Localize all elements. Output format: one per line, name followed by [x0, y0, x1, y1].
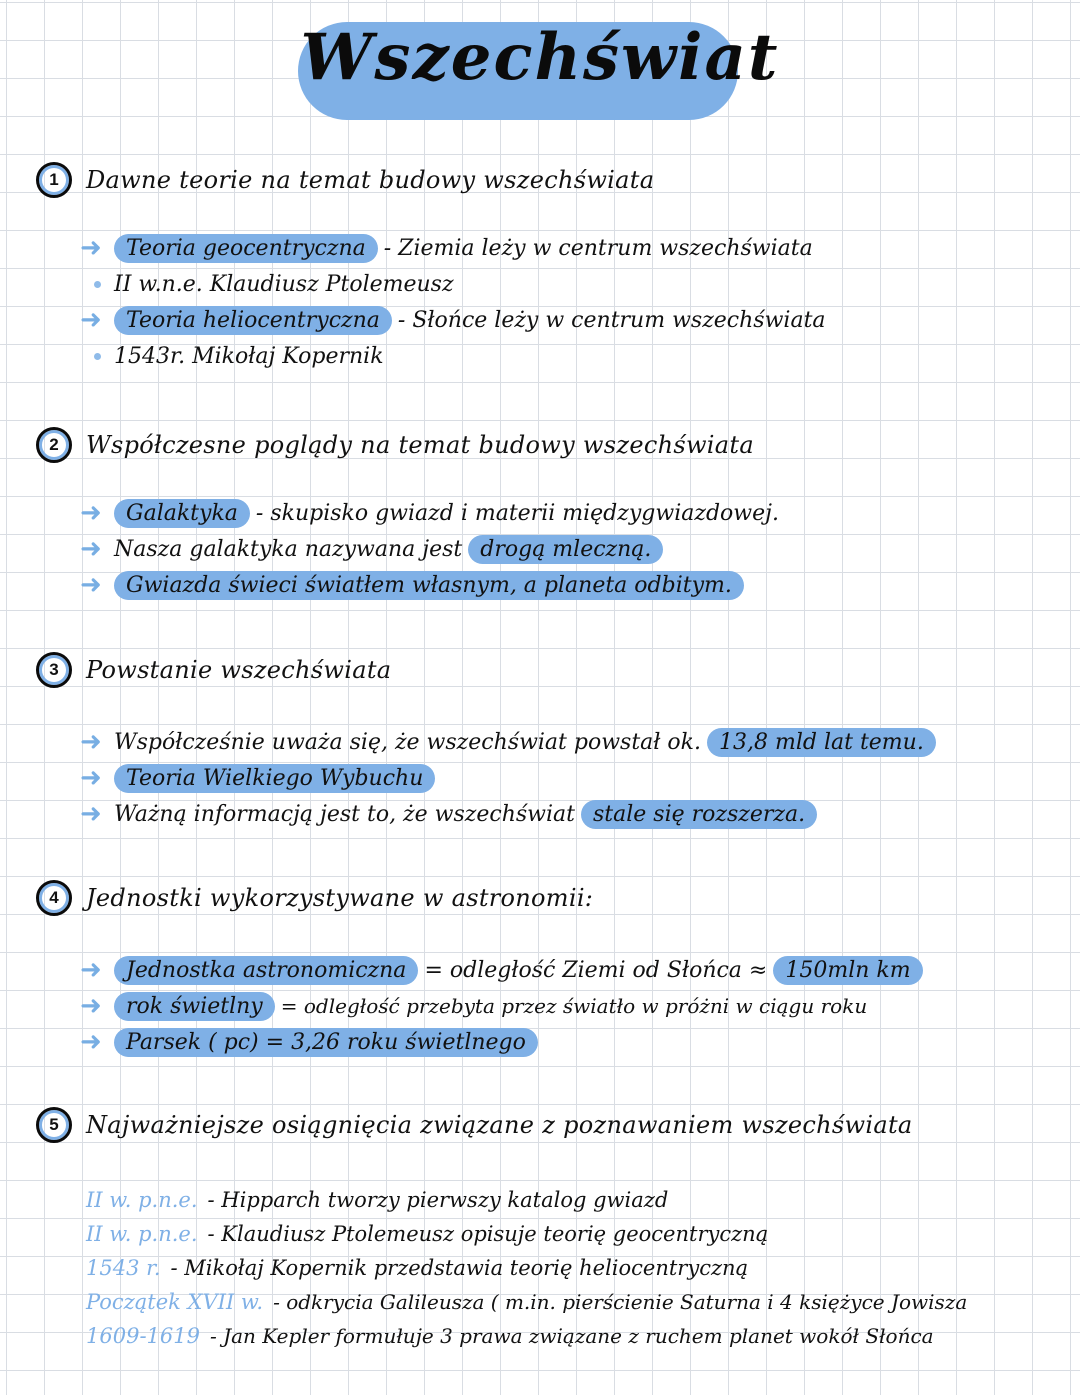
section-number: 4: [36, 880, 72, 916]
section-number: 5: [36, 1107, 72, 1143]
bullet-dot-icon: [80, 281, 114, 288]
timeline-date: II w. p.n.e.: [86, 1188, 198, 1212]
highlighted-term: Jednostka astronomiczna: [114, 956, 418, 985]
timeline-item: [86, 1319, 1066, 1353]
list-item: [80, 1024, 1066, 1060]
list-item: [80, 567, 1066, 603]
section-title: Dawne teorie na temat budowy wszechświata: [86, 166, 655, 194]
timeline-item: [86, 1285, 1066, 1319]
list-item: [80, 531, 1066, 567]
section-number: 1: [36, 162, 72, 198]
list-item: [80, 760, 1066, 796]
arrow-icon: ➜: [80, 799, 102, 829]
section-4: [36, 878, 1066, 1060]
timeline-text: - odkrycia Galileusza ( m.in. pierścienie Saturna i 4 księżyce Jowisza: [273, 1290, 968, 1314]
section-5: [36, 1105, 1066, 1353]
highlighted-term: rok świetlny: [114, 992, 275, 1021]
item-text: II w.n.e. Klaudiusz Ptolemeusz: [114, 271, 454, 297]
list-item: [80, 230, 1066, 266]
list-item: [80, 266, 1066, 302]
item-text: Ważną informacją jest to, że wszechświat: [114, 801, 576, 827]
timeline-text: - Mikołaj Kopernik przedstawia teorię heliocentryczną: [170, 1256, 749, 1280]
timeline-text: - Klaudiusz Ptolemeusz opisuje teorię geocentryczną: [207, 1222, 769, 1246]
highlighted-term: Parsek ( pc) = 3,26 roku świetlnego: [114, 1028, 538, 1057]
page-title: Wszechświat: [300, 20, 780, 95]
highlighted-term: drogą mleczną.: [468, 535, 663, 564]
bullet-dot-icon: [80, 353, 114, 360]
section-heading: [36, 425, 1066, 465]
definition-text: - skupisko gwiazd i materii międzygwiazdowej.: [255, 500, 779, 526]
timeline-date: 1609-1619: [86, 1324, 200, 1348]
section-1: [36, 160, 1066, 374]
section-heading: [36, 878, 1066, 918]
timeline-text: - Jan Kepler formułuje 3 prawa związane z ruchem planet wokół Słońca: [209, 1324, 934, 1348]
definition-text: = odległość Ziemi od Słońca ≈: [424, 957, 768, 983]
arrow-icon: ➜: [80, 763, 102, 793]
item-text: 1543r. Mikołaj Kopernik: [114, 343, 384, 369]
arrow-icon: ➜: [80, 305, 102, 335]
highlighted-term: Teoria Wielkiego Wybuchu: [114, 764, 435, 793]
highlighted-term: Teoria heliocentryczna: [114, 306, 392, 335]
section-3: [36, 650, 1066, 832]
section-title: Współczesne poglądy na temat budowy wszechświata: [86, 431, 754, 459]
item-text: Współcześnie uważa się, że wszechświat powstał ok.: [114, 729, 701, 755]
section-number: 3: [36, 652, 72, 688]
timeline-item: [86, 1217, 1066, 1251]
section-heading: [36, 650, 1066, 690]
definition-text: = odległość przebyta przez światło w próżni w ciągu roku: [280, 994, 868, 1018]
list-item: [80, 796, 1066, 832]
timeline-date: 1543 r.: [86, 1256, 161, 1280]
list-item: [80, 495, 1066, 531]
timeline-item: [86, 1251, 1066, 1285]
list-item: [80, 338, 1066, 374]
arrow-icon: ➜: [80, 727, 102, 757]
list-item: [80, 302, 1066, 338]
highlighted-term: Teoria geocentryczna: [114, 234, 378, 263]
section-number: 2: [36, 427, 72, 463]
timeline-item: [86, 1183, 1066, 1217]
section-heading: [36, 1105, 1066, 1145]
arrow-icon: ➜: [80, 498, 102, 528]
section-title: Najważniejsze osiągnięcia związane z poznawaniem wszechświata: [86, 1111, 913, 1139]
arrow-icon: ➜: [80, 1027, 102, 1057]
list-item: [80, 988, 1066, 1024]
definition-text: - Ziemia leży w centrum wszechświata: [383, 235, 813, 261]
section-2: [36, 425, 1066, 603]
list-item: [80, 724, 1066, 760]
section-title: Jednostki wykorzystywane w astronomii:: [86, 884, 594, 912]
highlighted-sentence: Gwiazda świeci światłem własnym, a planeta odbitym.: [114, 571, 744, 600]
arrow-icon: ➜: [80, 570, 102, 600]
timeline-date: II w. p.n.e.: [86, 1222, 198, 1246]
highlighted-term: 13,8 mld lat temu.: [707, 728, 936, 757]
highlighted-term: Galaktyka: [114, 499, 250, 528]
arrow-icon: ➜: [80, 534, 102, 564]
list-item: [80, 952, 1066, 988]
timeline-text: - Hipparch tworzy pierwszy katalog gwiazd: [207, 1188, 669, 1212]
item-text: Nasza galaktyka nazywana jest: [114, 536, 463, 562]
section-title: Powstanie wszechświata: [86, 656, 392, 684]
arrow-icon: ➜: [80, 991, 102, 1021]
section-heading: [36, 160, 1066, 200]
timeline-date: Początek XVII w.: [86, 1290, 264, 1314]
highlighted-value: 150mln km: [773, 956, 922, 985]
highlighted-term: stale się rozszerza.: [581, 800, 817, 829]
arrow-icon: ➜: [80, 955, 102, 985]
definition-text: - Słońce leży w centrum wszechświata: [397, 307, 826, 333]
arrow-icon: ➜: [80, 233, 102, 263]
